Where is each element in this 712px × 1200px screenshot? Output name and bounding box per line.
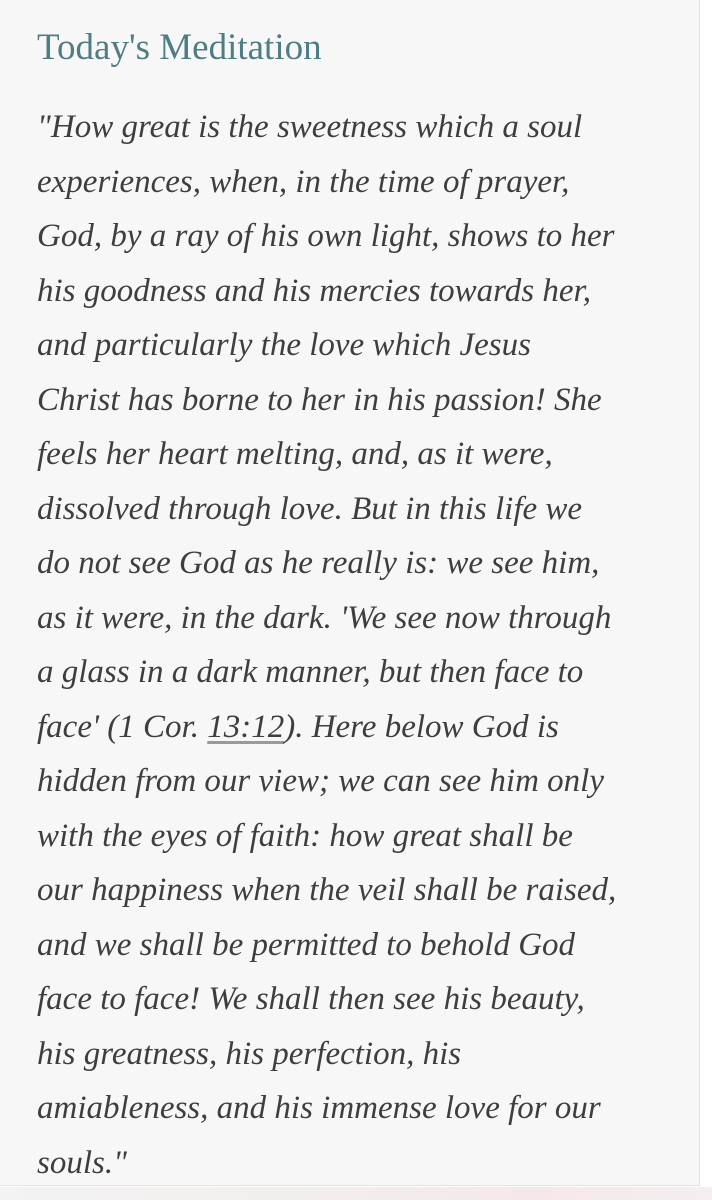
meditation-line: and we shall be permitted to behold God	[37, 926, 576, 963]
meditation-line: his greatness, his perfection, his	[37, 1035, 462, 1072]
meditation-line: feels her heart melting, and, as it were,	[37, 436, 553, 472]
meditation-line: experiences, when, in the time of prayer,	[37, 163, 570, 200]
meditation-line: hidden from our view; we can see him only	[37, 763, 604, 799]
meditation-text	[37, 100, 687, 1190]
meditation-line: our happiness when the veil shall be raised,	[37, 872, 617, 908]
meditation-line: a glass in a dark manner, but then face to	[37, 654, 584, 690]
meditation-line: with the eyes of faith: how great shall be	[37, 817, 573, 854]
section-title: Today's Meditation	[37, 27, 322, 68]
meditation-line: do not see God as he really is: we see him,	[37, 545, 600, 581]
page-margin	[701, 0, 712, 1187]
meditation-line: souls."	[37, 1144, 127, 1181]
page-bottom-strip	[0, 1187, 712, 1200]
reference-suffix: ). Here below God is	[284, 708, 559, 745]
meditation-line: face to face! We shall then see his beauty,	[37, 981, 585, 1017]
meditation-line: Christ has borne to her in his passion! She	[37, 381, 602, 418]
meditation-line: amiableness, and his immense love for our	[37, 1090, 601, 1126]
meditation-line-with-reference	[37, 700, 687, 755]
meditation-line: God, by a ray of his own light, shows to her	[37, 218, 615, 254]
meditation-line: as it were, in the dark. 'We see now through	[37, 599, 612, 636]
meditation-line: dissolved through love. But in this life we	[37, 490, 583, 527]
meditation-line: "How great is the sweetness which a soul	[37, 109, 583, 145]
reference-prefix: face' (1 Cor.	[37, 708, 208, 745]
meditation-line: and particularly the love which Jesus	[37, 327, 531, 363]
meditation-line: his goodness and his mercies towards her,	[37, 272, 591, 309]
scripture-reference-link[interactable]: 13:12	[207, 708, 285, 745]
